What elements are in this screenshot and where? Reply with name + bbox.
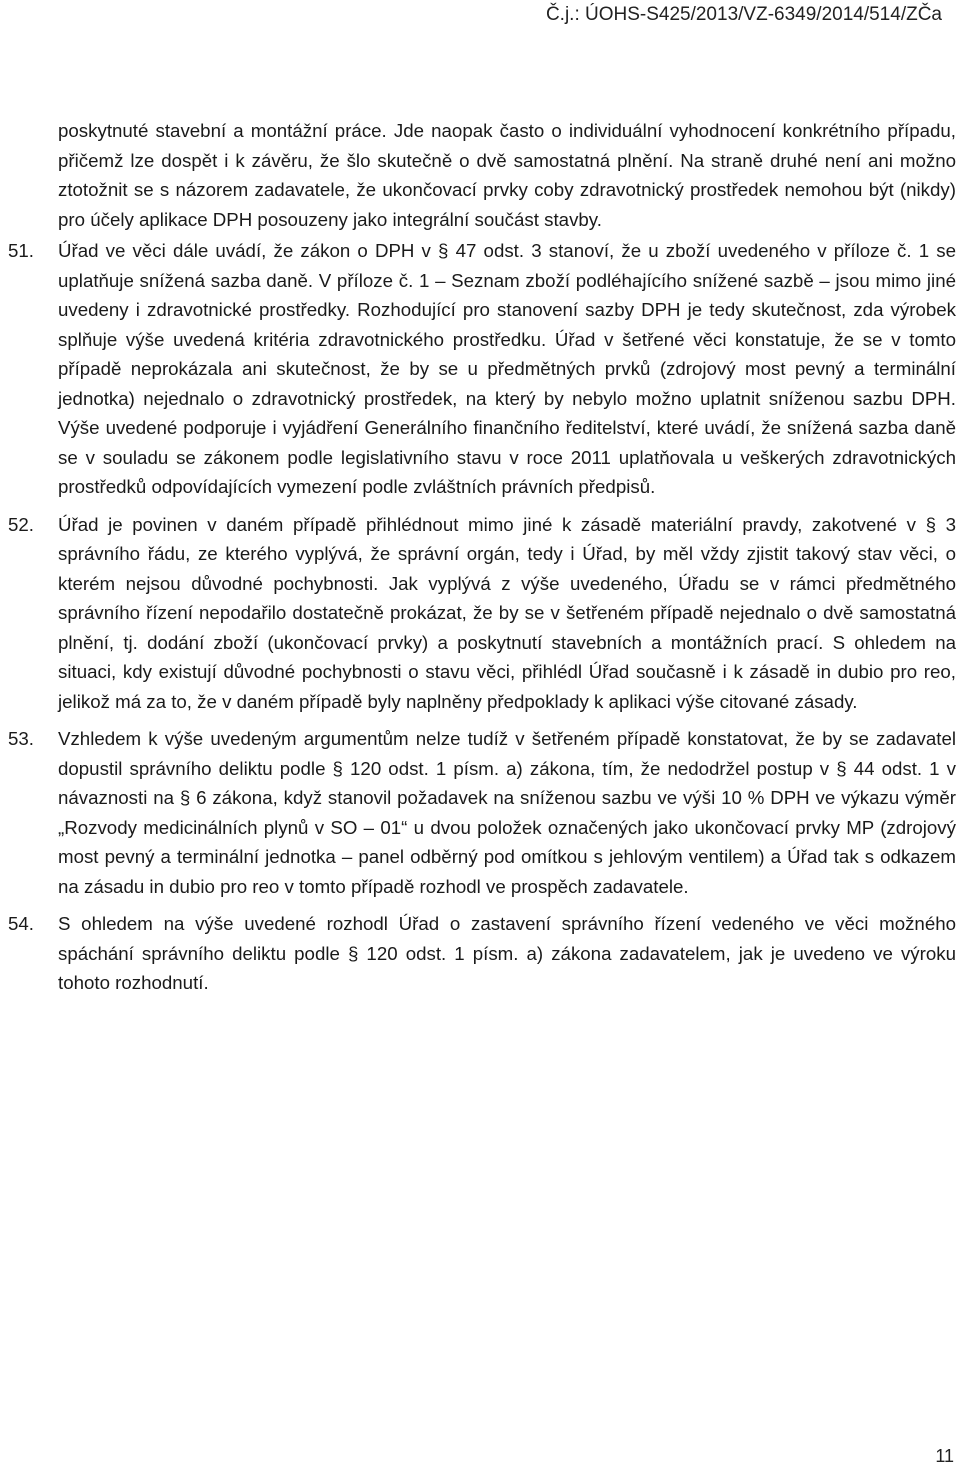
paragraph-text: Úřad ve věci dále uvádí, že zákon o DPH v § 47 odst. 3 stanoví, že u zboží uvedeného v příloze č. 1 se uplatňuje snížená sazba daně. V příloze č. 1 – Seznam zboží podléhajícího snížené sazbě – jsou mimo jiné uvedeny i zdravotnické prostředky. Rozhodující pro stanovení sazby DPH je tedy skutečnost, zda výrobek splňuje výše uvedená kritéria zdravotnického prostředku. Úřad v šetřené věci konstatuje, že se v tomto případě neprokázala ani skutečnost, že by se u předmětných prvků (zdrojový most pevný a terminální jednotka) nejednalo o zdravotnický prostředek, na který by nebylo možno uplatnit sníženou sazbu DPH. Výše uvedené podporuje i vyjádření Generálního finančního ředitelství, které uvádí, že snížená sazba daně se v souladu se zákonem podle legislativního stavu v roce 2011 uplatňovala u veškerých zdravotnických prostředků odpovídajících vymezení podle zvláštních právních předpisů. <box>58 240 956 497</box>
numbered-paragraph-51 <box>8 236 956 502</box>
continued-paragraph: poskytnuté stavební a montážní práce. Jde naopak často o individuální vyhodnocení konkrétního případu, přičemž lze dospět i k závěru, že šlo skutečně o dvě samostatná plnění. Na straně druhé není ani možno ztotožnit se s názorem zadavatele, že ukončovací prvky coby zdravotnický prostředek nemohou být (nikdy) pro účely aplikace DPH posouzeny jako integrální součást stavby. <box>58 120 956 230</box>
paragraph-number: 53. <box>8 728 34 749</box>
document-reference: Č.j.: ÚOHS-S425/2013/VZ-6349/2014/514/ZČa <box>545 4 942 25</box>
numbered-paragraph-53 <box>8 724 956 901</box>
paragraph-number: 54. <box>8 913 34 934</box>
numbered-paragraph-52 <box>8 510 956 717</box>
paragraph-number: 52. <box>8 513 34 535</box>
paragraph-number: 51. <box>8 240 34 261</box>
paragraph-text: Vzhledem k výše uvedeným argumentům nelze tudíž v šetřeném případě konstatovat, že by se zadavatel dopustil správního deliktu podle § 120 odst. 1 písm. a) zákona, tím, že nedodržel postup v § 44 odst. 1 v návaznosti na § 6 zákona, když stanovil požadavek na sníženou sazbu ve výši 10 % DPH ve výkazu výměr „Rozvody medicinálních plynů v SO – 01“ u dvou položek označených jako ukončovací prvky MP (zdrojový most pevný a terminální jednotka – panel odběrný pod omítkou s jehlovým ventilem) a Úřad tak s odkazem na zásadu in dubio pro reo v tomto případě rozhodl ve prospěch zadavatele. <box>58 728 956 897</box>
document-body <box>8 116 956 1006</box>
numbered-paragraph-54 <box>8 909 956 998</box>
paragraph-text: Úřad je povinen v daném případě přihlédnout mimo jiné k zásadě materiální pravdy, zakotvené v § 3 správního řádu, ze kterého vyplývá, že správní orgán, tedy i Úřad, by měl vždy zjistit takový stav věci, o kterém nejsou důvodné pochybnosti. Jak vyplývá z výše uvedeného, Úřadu se v rámci předmětného správního řízení nepodařilo dostatečně prokázat, že by se v šetřeném případě nejednalo o dvě samostatná plnění, tj. dodání zboží (ukončovací prvky) a poskytnutí stavebních a montážních prací. S ohledem na situaci, kdy existují důvodné pochybnosti o stavu věci, přihlédl Úřad současně i k zásadě in dubio pro reo, jelikož má za to, že v daném případě byly naplněny předpoklady k aplikaci výše citované zásady. <box>58 513 956 712</box>
paragraph-text: S ohledem na výše uvedené rozhodl Úřad o zastavení správního řízení vedeného ve věci možného spáchání správního deliktu podle § 120 odst. 1 písm. a) zákona zadavatelem, jak je uvedeno ve výroku tohoto rozhodnutí. <box>58 913 956 993</box>
page-number: 11 <box>935 1446 954 1466</box>
